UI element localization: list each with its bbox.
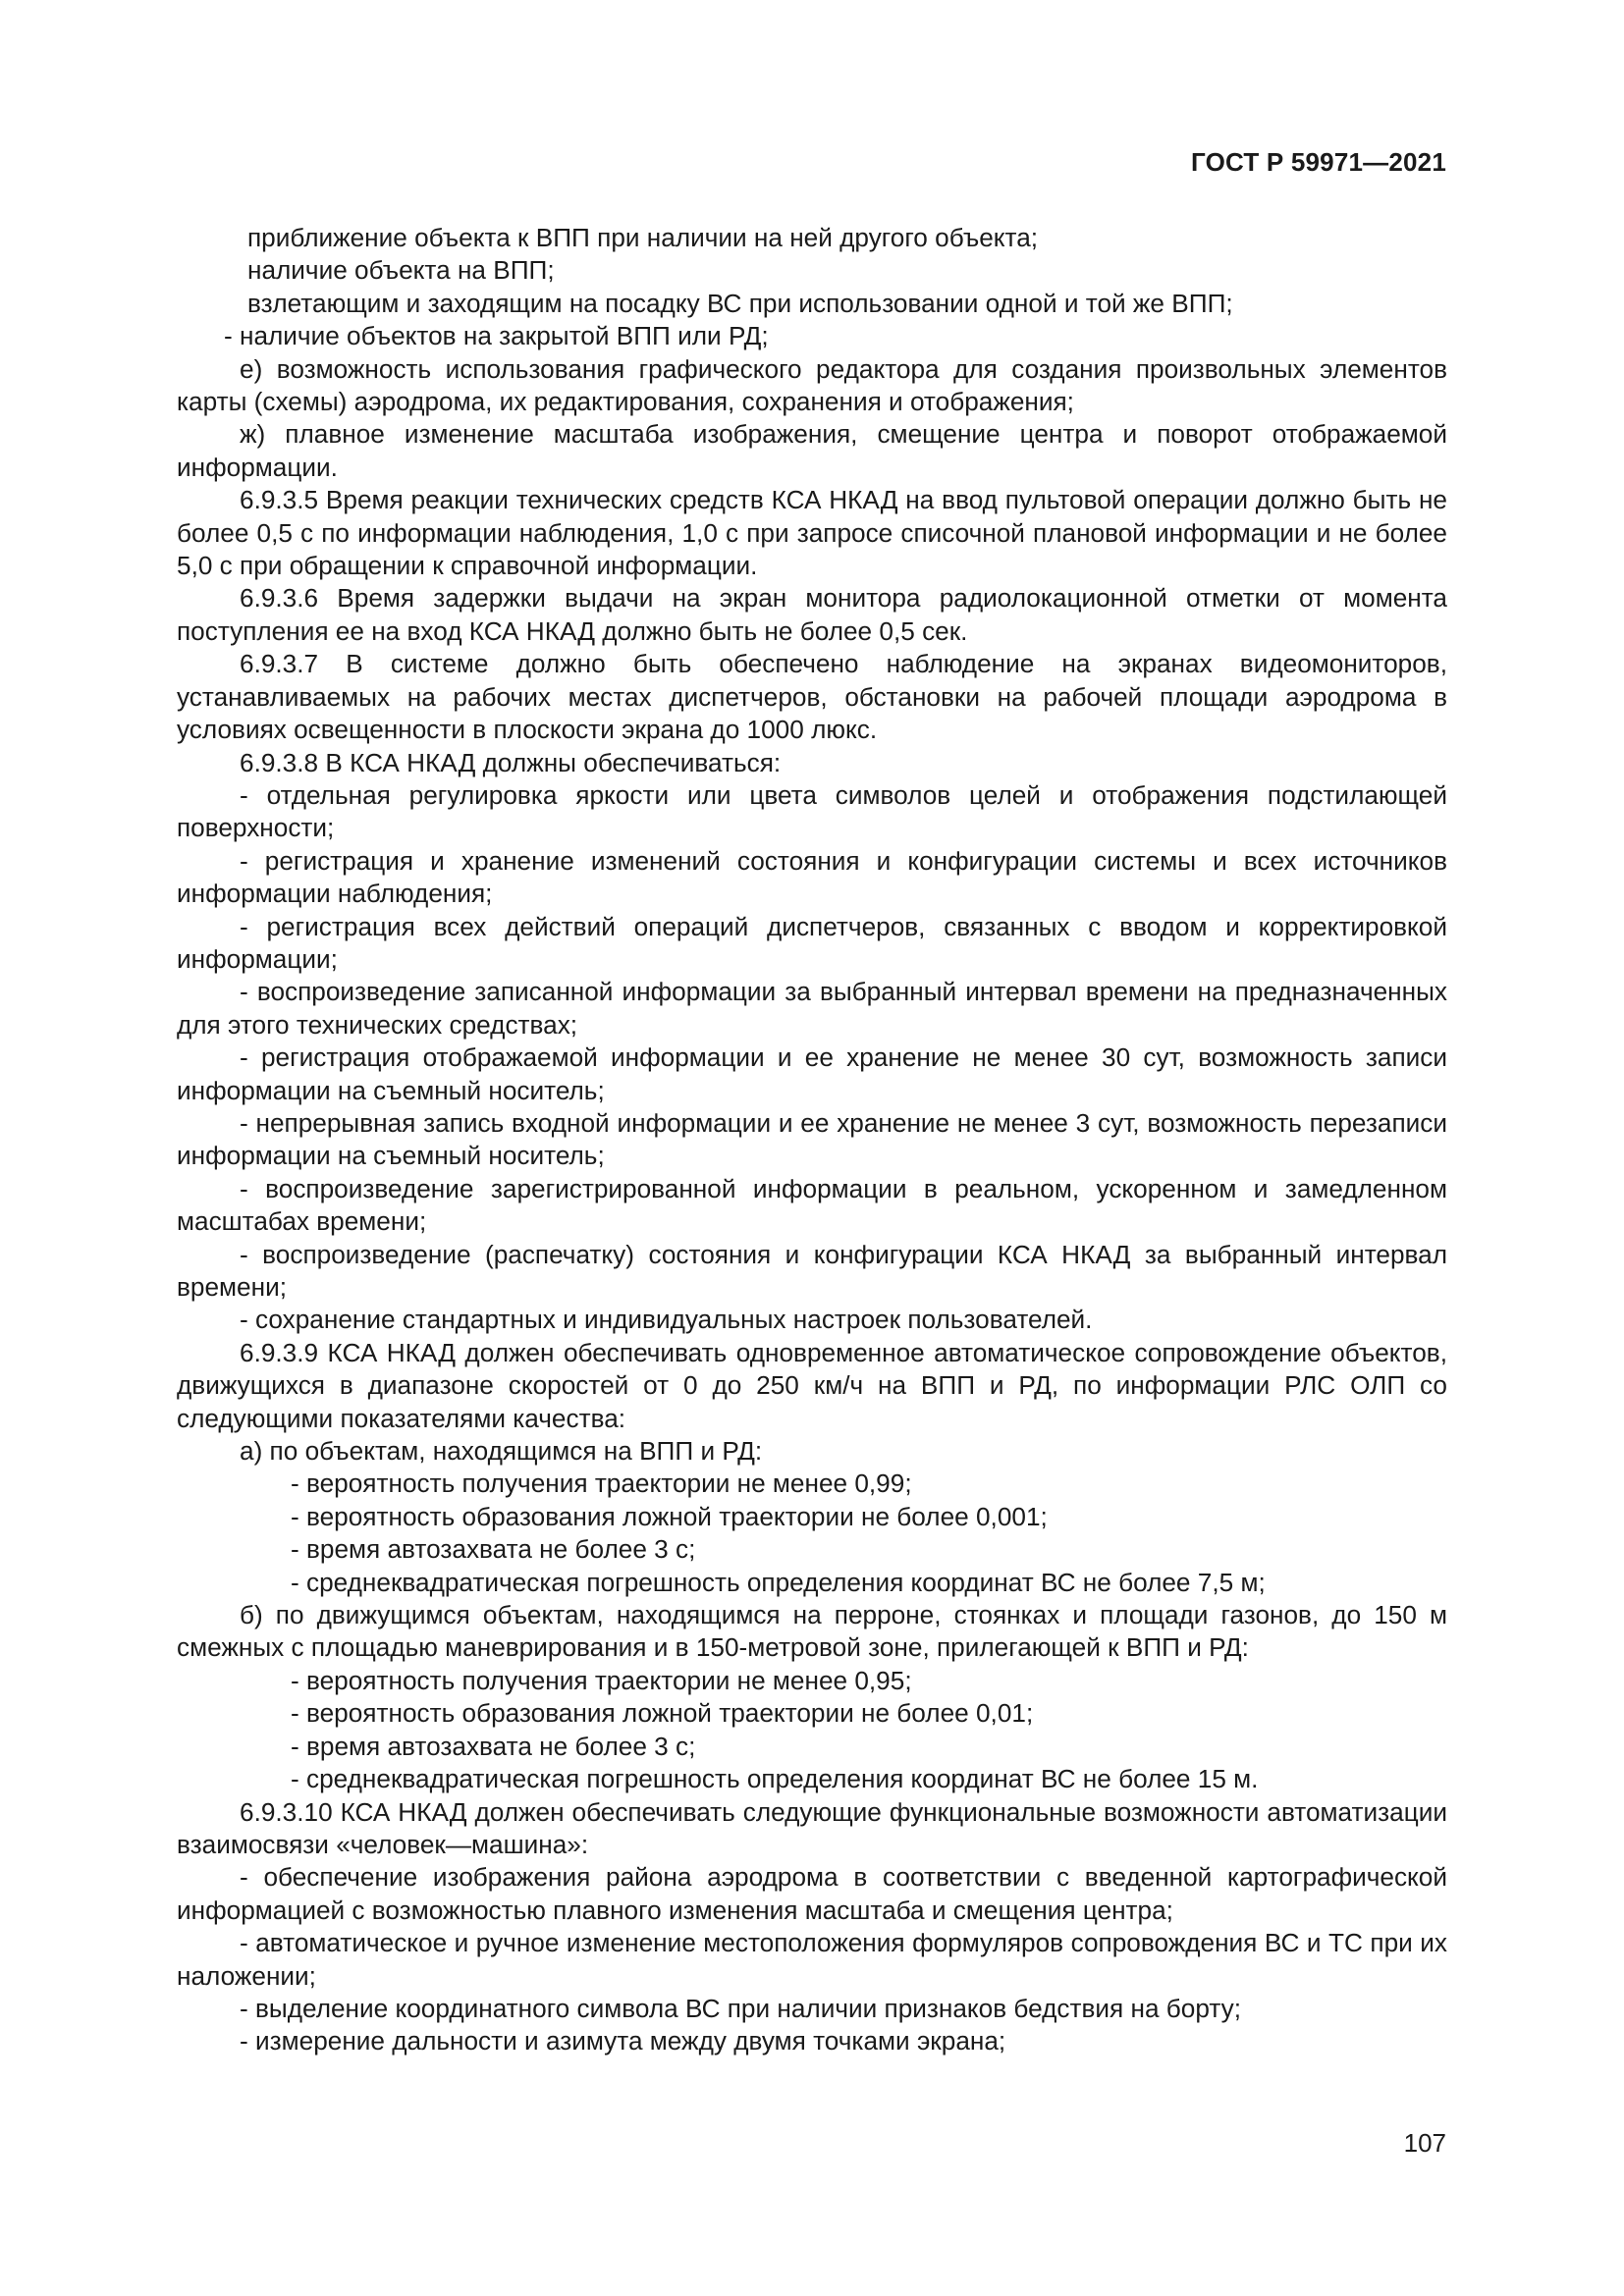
paragraph: 6.9.3.9 КСА НКАД должен обеспечивать одновременное автоматическое сопровождение объектов, движущихся в диапазоне скоростей от 0 до 250 км/ч на ВПП и РД, по информации РЛС ОЛП со следующими показателями качества: — [177, 1337, 1447, 1433]
list-item: - сохранение стандартных и индивидуальных настроек пользователей. — [240, 1305, 1093, 1335]
list-item: наличие объекта на ВПП; — [247, 255, 555, 286]
paragraph: 6.9.3.8 В КСА НКАД должны обеспечиваться: — [240, 747, 782, 777]
paragraph: 6.9.3.10 КСА НКАД должен обеспечивать следующие функциональные возможности автоматизации взаимосвязи «человек—машина»: — [177, 1796, 1447, 1859]
list-item: - обеспечение изображения района аэродрома в соответствии с введенной картографической информацией с возможностью плавного изменения масштаба и смещения центра; — [177, 1862, 1447, 1925]
paragraph: 6.9.3.5 Время реакции технических средств КСА НКАД на ввод пультовой операции должно быть не более 0,5 с по информации наблюдения, 1,0 с при запросе списочной плановой информации и не более 5,0 с при обращении к справочной информации. — [177, 485, 1447, 581]
list-item: - отдельная регулировка яркости или цвета символов целей и отображения подстилающей поверхности; — [177, 779, 1447, 843]
list-item: - воспроизведение зарегистрированной информации в реальном, ускоренном и замедленном масштабах времени; — [177, 1173, 1447, 1237]
list-item: - вероятность получения траектории не менее 0,95; — [291, 1665, 912, 1695]
list-item: - время автозахвата не более 3 с; — [291, 1731, 696, 1761]
list-item: ж) плавное изменение масштаба изображения, смещение центра и поворот отображаемой информации. — [177, 419, 1447, 482]
list-item: - непрерывная запись входной информации и ее хранение не менее 3 сут, возможность перезаписи информации на съемный носитель; — [177, 1107, 1447, 1171]
list-item: - время автозахвата не более 3 с; — [291, 1534, 696, 1565]
list-item: е) возможность использования графического редактора для создания произвольных элементов карты (схемы) аэродрома, их редактирования, сохранения и отображения; — [177, 353, 1447, 417]
list-item: - наличие объектов на закрытой ВПП или РД; — [224, 321, 769, 351]
list-item: б) по движущимся объектам, находящимся на перроне, стоянках и площади газонов, до 150 м смежных с площадью маневрирования и в 150-метровой зоне, прилегающей к ВПП и РД: — [177, 1600, 1447, 1663]
list-item: приближение объекта к ВПП при наличии на ней другого объекта; — [247, 223, 1039, 252]
list-item: - вероятность образования ложной траектории не более 0,01; — [291, 1698, 1034, 1729]
document-header: ГОСТ Р 59971—2021 — [1191, 147, 1446, 177]
list-item: - регистрация и хранение изменений состояния и конфигурации системы и всех источников информации наблюдения; — [177, 845, 1447, 909]
list-item: - вероятность получения траектории не менее 0,99; — [291, 1468, 912, 1499]
page-number: 107 — [1403, 2128, 1446, 2158]
list-item: - измерение дальности и азимута между двумя точками экрана; — [240, 2026, 1006, 2056]
paragraph: 6.9.3.6 Время задержки выдачи на экран монитора радиолокационной отметки от момента поступления ее на вход КСА НКАД должно быть не более 0,5 сек. — [177, 583, 1447, 646]
list-item: а) по объектам, находящимся на ВПП и РД: — [240, 1436, 763, 1467]
list-item: - регистрация отображаемой информации и ее хранение не менее 30 сут, возможность записи информации на съемный носитель; — [177, 1042, 1447, 1105]
paragraph: 6.9.3.7 В системе должно быть обеспечено наблюдение на экранах видеомониторов, устанавливаемых на рабочих местах диспетчеров, обстановки на рабочей площади аэродрома в условиях освещенности в плоскости экрана до 1000 люкс. — [177, 649, 1447, 745]
list-item: - автоматическое и ручное изменение местоположения формуляров сопровождения ВС и ТС при их наложении; — [177, 1928, 1447, 1991]
list-item: - выделение координатного символа ВС при наличии признаков бедствия на борту; — [240, 1993, 1241, 2023]
document-body — [177, 222, 1447, 2058]
list-item: - воспроизведение записанной информации за выбранный интервал времени на предназначенных для этого технических средствах; — [177, 977, 1447, 1040]
list-item: - среднеквадратическая погрешность определения координат ВС не более 15 м. — [291, 1764, 1259, 1794]
list-item: - вероятность образования ложной траектории не более 0,001; — [291, 1501, 1048, 1531]
list-item: - среднеквадратическая погрешность определения координат ВС не более 7,5 м; — [291, 1567, 1266, 1597]
list-item: - воспроизведение (распечатку) состояния и конфигурации КСА НКАД за выбранный интервал времени; — [177, 1239, 1447, 1302]
list-item: взлетающим и заходящим на посадку ВС при использовании одной и той же ВПП; — [247, 288, 1233, 318]
list-item: - регистрация всех действий операций диспетчеров, связанных с вводом и корректировкой информации; — [177, 911, 1447, 974]
